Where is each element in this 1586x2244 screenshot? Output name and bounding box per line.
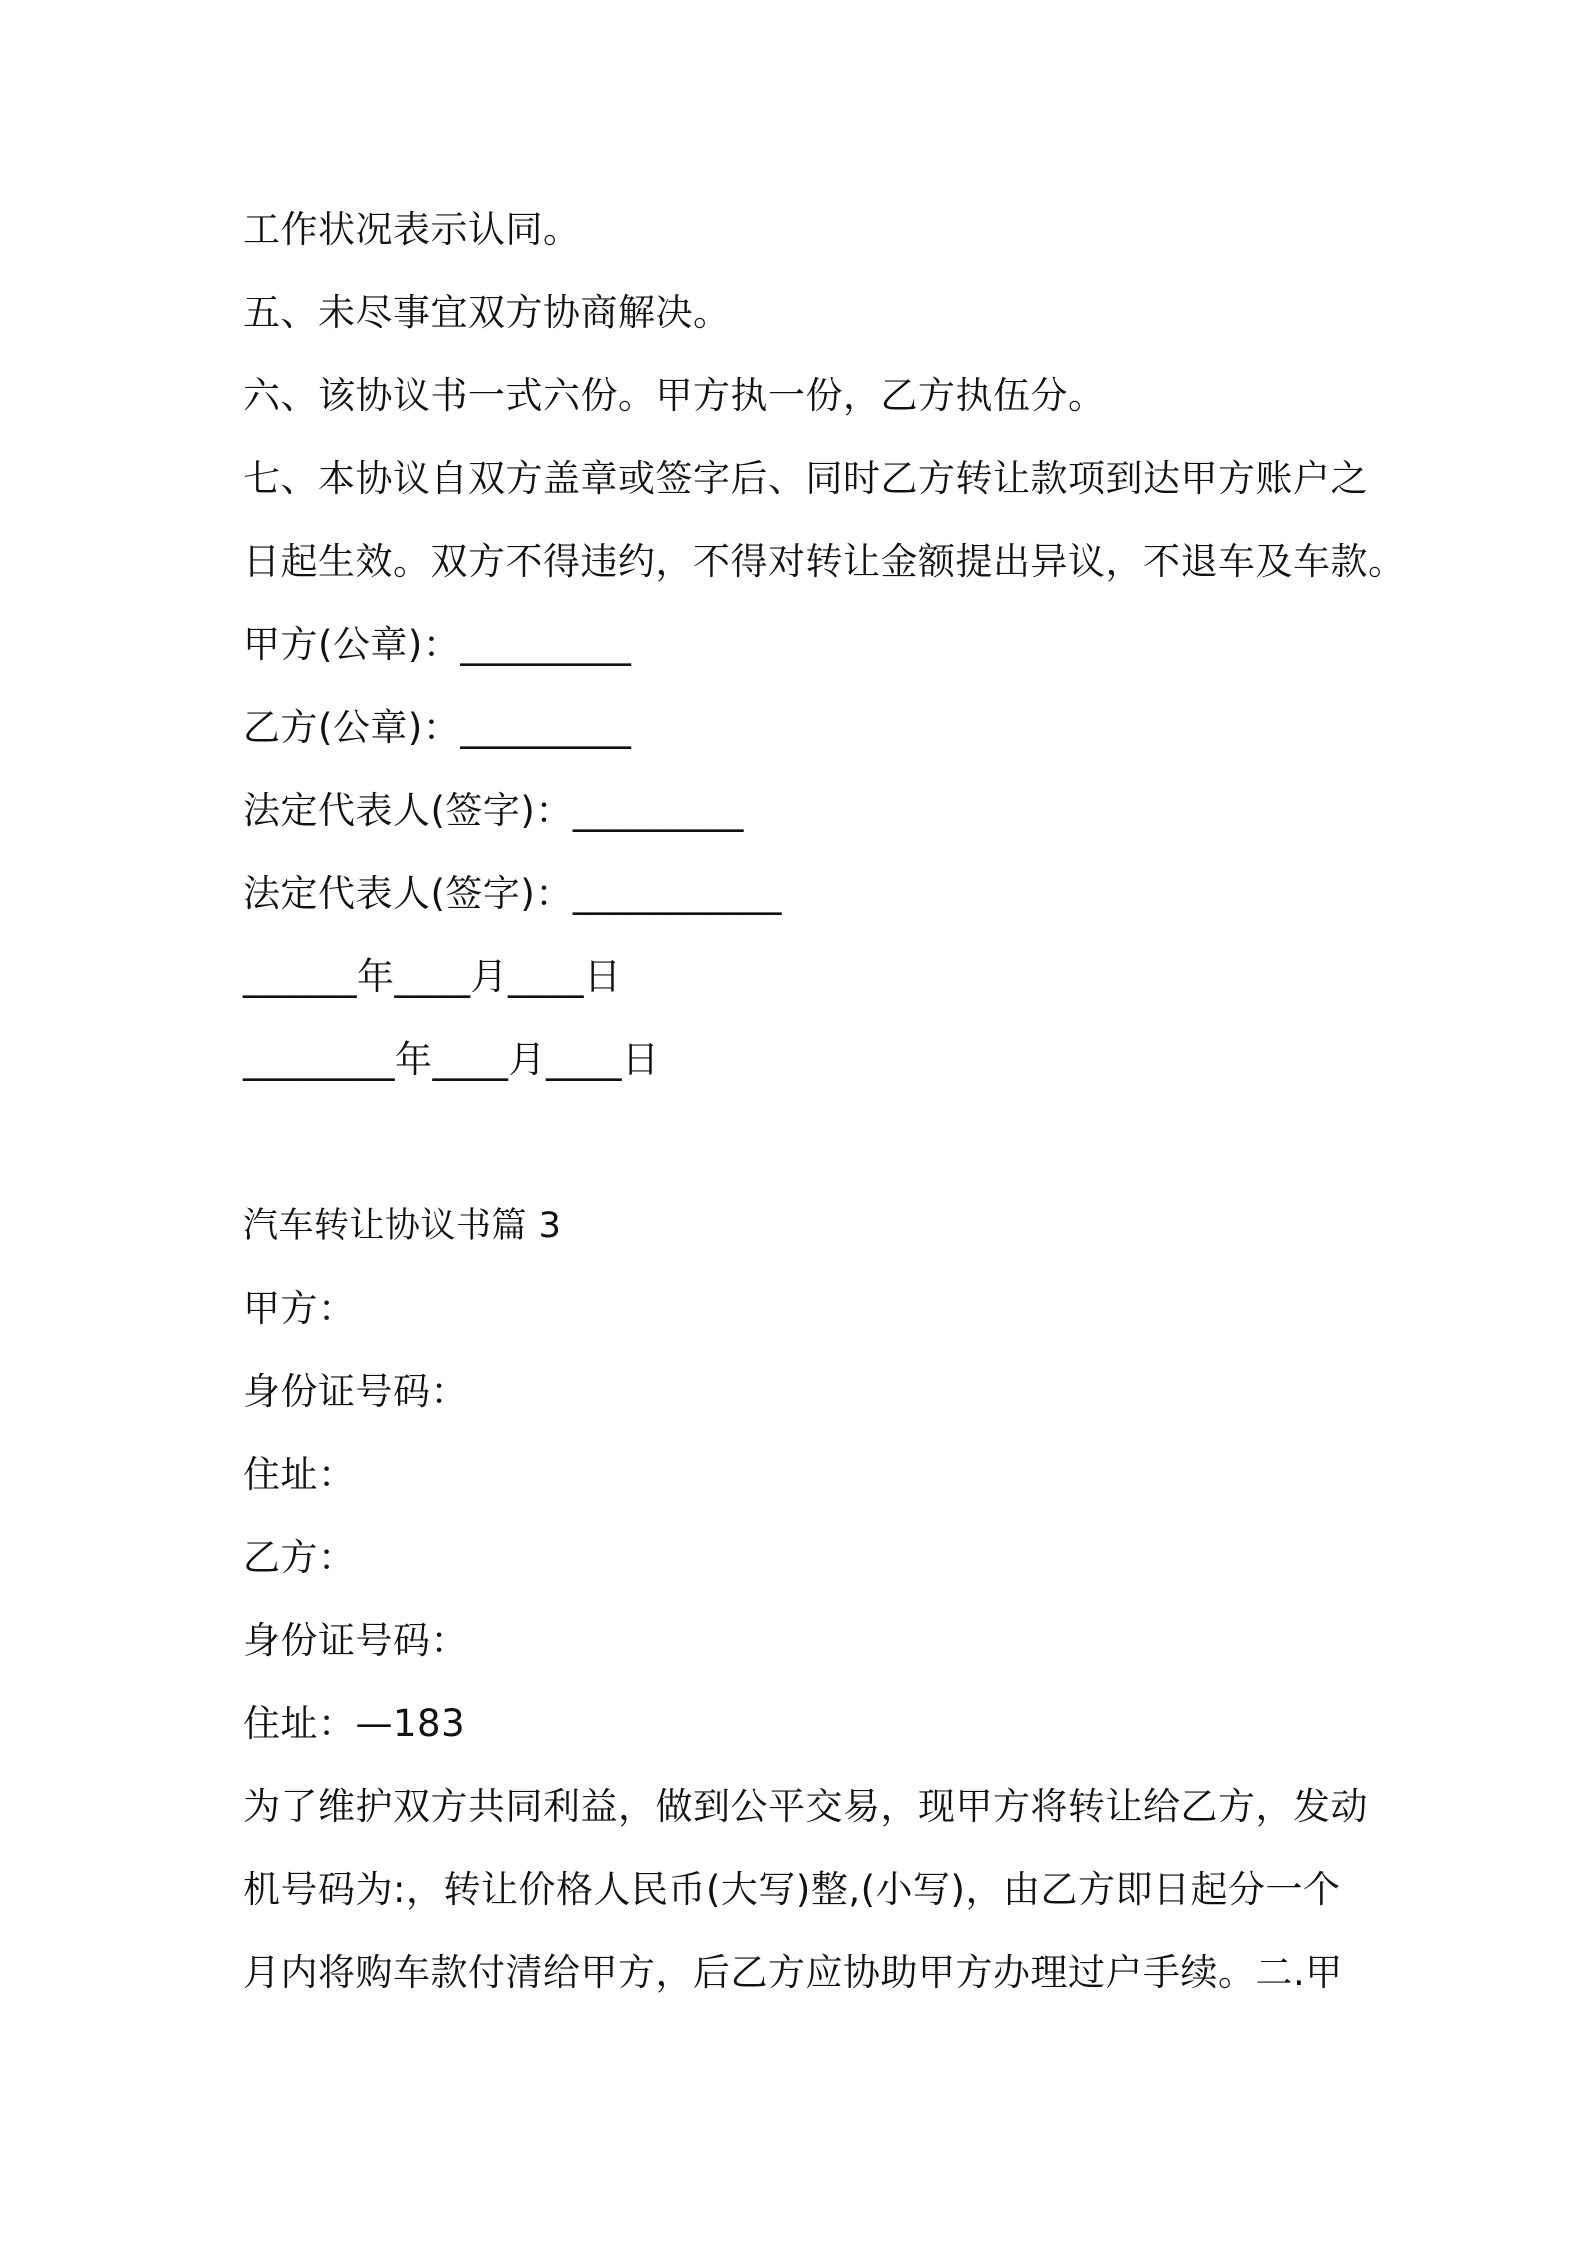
legal-rep-signature-line-2: 法定代表人(签字)：___________ [243,872,782,915]
date-line-2: ________年____月____日 [243,1038,660,1081]
party-b-label: 乙方： [243,1536,356,1579]
party-b-address-label: 住址：—183 [243,1702,466,1745]
party-a-id-number-label: 身份证号码： [243,1370,468,1413]
clause-six: 六、该协议书一式六份。甲方执一份，乙方执伍分。 [243,374,1106,417]
section-title: 汽车转让协议书篇 3 [243,1206,562,1246]
party-b-seal-line: 乙方(公章)：_________ [243,706,632,749]
body-paragraph-line-3: 月内将购车款付清给甲方，后乙方应协助甲方办理过户手续。二.甲 [243,1951,1343,1994]
party-b-id-number-label: 身份证号码： [243,1619,468,1662]
party-a-seal-line: 甲方(公章)：_________ [243,623,632,666]
party-a-address-label: 住址： [243,1453,356,1496]
party-a-label: 甲方： [243,1287,356,1330]
body-paragraph-line-1: 为了维护双方共同利益，做到公平交易，现甲方将转让给乙方，发动 [243,1785,1368,1828]
clause-seven-line-1: 七、本协议自双方盖章或签字后、同时乙方转让款项到达甲方账户之 [243,457,1368,500]
legal-rep-signature-line-1: 法定代表人(签字)：_________ [243,789,744,832]
date-line-1: ______年____月____日 [243,955,622,998]
clause-five: 五、未尽事宜双方协商解决。 [243,291,731,334]
clause-seven-line-2: 日起生效。双方不得违约，不得对转让金额提出异议，不退车及车款。 [243,540,1406,583]
clause-four-continuation: 工作状况表示认同。 [243,208,581,251]
body-paragraph-line-2: 机号码为:，转让价格人民币(大写)整,(小写)，由乙方即日起分一个 [243,1868,1341,1911]
